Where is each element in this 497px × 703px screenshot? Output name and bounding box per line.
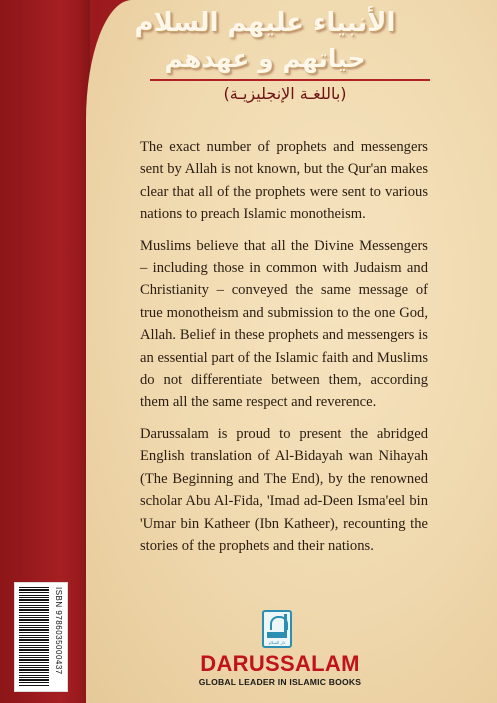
logo-base xyxy=(267,632,287,638)
publisher-tagline: GLOBAL LEADER IN ISLAMIC BOOKS xyxy=(198,677,362,687)
isbn-number xyxy=(51,587,63,687)
publisher-name: DARUSSALAM xyxy=(200,651,360,676)
arabic-title-line-1: الأنبياء عليهم السلام xyxy=(134,8,396,38)
blurb-paragraph-3: Darussalam is proud to present the abridged English translation of Al-Bidayah wan Nihayah (The Beginning and The End), by the renowned scholar Abu Al-Fida, 'Imad ad-Deen Isma'eel bin 'Umar bin Katheer (Ibn Katheer), recounting the stories of the prophets and their nations. xyxy=(140,425,428,554)
blurb-text xyxy=(140,136,428,566)
isbn-barcode xyxy=(14,582,68,692)
title-divider xyxy=(150,79,430,81)
logo-arabic-text: دار السلام xyxy=(268,640,286,645)
arabic-subtitle: (باللغـة الإنجليزيـة) xyxy=(223,84,347,103)
blurb-paragraph-2: Muslims believe that all the Divine Messengers – including those in common with Judaism and Christianity – conveyed the same message of true monotheism and submission to the one God, Allah. Belief in these prophets and messengers is an essential part of the Islamic faith and Muslims do not differentiate between them, according them all the same respect and reverence. xyxy=(140,237,428,411)
arabic-title-line-2: حياتهم و عهدهم xyxy=(164,44,366,73)
barcode-bars xyxy=(19,587,49,687)
darussalam-logo-icon xyxy=(262,610,292,648)
isbn-label: ISBN xyxy=(54,587,63,611)
isbn-digits: 9786035000437 xyxy=(54,610,63,675)
blurb-paragraph-1: The exact number of prophets and messengers sent by Allah is not known, but the Qur'an makes clear that all of the prophets were sent to various nations to preach Islamic monotheism. xyxy=(140,139,428,223)
